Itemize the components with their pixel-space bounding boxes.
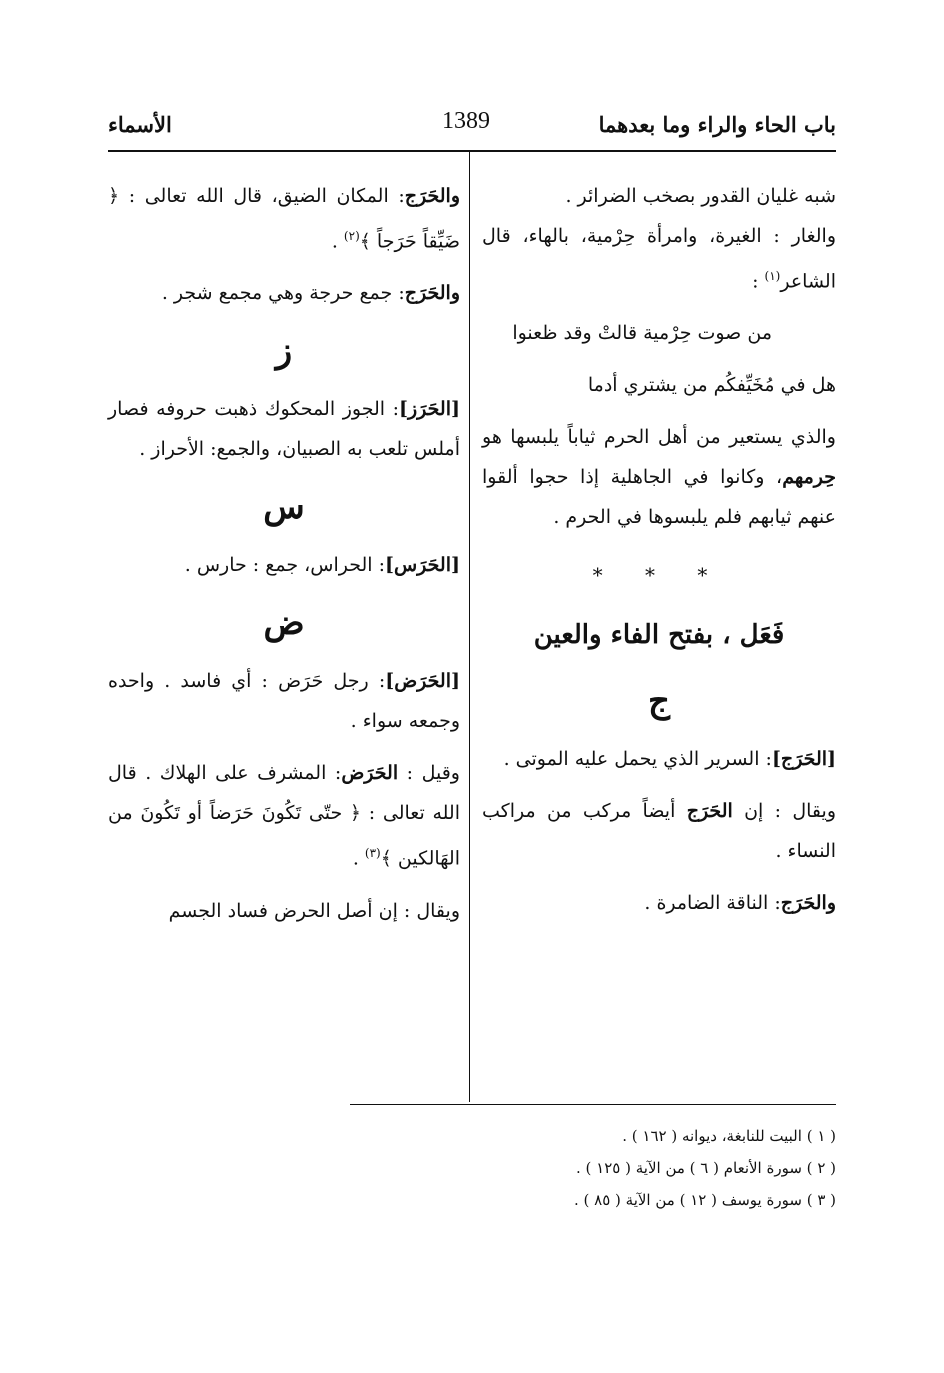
right-column — [482, 176, 836, 923]
paragraph: والغار : الغيرة، وامرأة حِرْمية، بالهاء، قال الشاعر$^{(١)}$ : — [482, 225, 836, 293]
footnote-ref: (٢) — [343, 229, 360, 243]
letter-heading: ز — [275, 331, 293, 372]
footnote: ( ١ ) البيت للنابغة، ديوانه ( ١٦٢ ) . — [622, 1127, 836, 1145]
entry: [الحَرَج]: السرير الذي يحمل عليه الموتى . — [503, 748, 836, 771]
verse-line: من صوت حِرْمية قالتْ وقد ظعنوا — [512, 322, 772, 345]
entry: والحَرَج: جمع حرجة وهي مجمع شجر . — [161, 282, 460, 305]
paragraph: والذي يستعير من أهل الحرم ثياباً يلبسها هو حِرمهم، وكانوا في الجاهلية إذا حجوا ألقوا عنهم ثيابهم فلم يلبسوها في الحرم . — [482, 426, 836, 529]
entry: [الحَرَز]: الجوز المحكوك ذهبت حروفه فصار أملس تلعب به الصبيان، والجمع: الأحراز . — [108, 398, 460, 461]
footnote-ref: (١) — [764, 269, 781, 283]
column-divider — [469, 152, 470, 1102]
letter-heading: س — [263, 487, 305, 528]
entry: [الحَرَض]: رجل حَرَض : أي فاسد . واحده وجمعه سواء . — [108, 670, 460, 733]
footnote-ref: (٣) — [364, 846, 381, 861]
section-separator: * * * — [592, 563, 726, 588]
left-column — [108, 176, 460, 931]
entry: وقيل : الحَرَض: المشرف على الهلاك . قال الله تعالى : ﴿ حتّى تَكُونَ حَرَضاً أو تَكُونَ من الهَالكين ﴾$^{(٣)}$ . — [108, 762, 460, 870]
footnotes — [350, 1120, 836, 1216]
footnote-divider — [350, 1104, 836, 1105]
letter-heading: ج — [648, 681, 670, 722]
header-divider — [108, 150, 836, 152]
verse-line: هل في مُخَيِّفكُم من يشتري أدما — [587, 374, 836, 397]
entry: ويقال : إن أصل الحرض فساد الجسم — [168, 899, 460, 922]
page-header — [108, 108, 836, 148]
section-heading: فَعَل ، بفتح الفاء والعين — [533, 620, 785, 651]
paragraph: شبه غليان القدور بصخب الضرائر . — [565, 185, 836, 207]
entry: والحَرَج: الناقة الضامرة . — [644, 892, 836, 915]
entry: والحَرَج: المكان الضيق، قال الله تعالى : ﴿ ضَيِّقاً حَرَجاً ﴾$^{(٢)}$ . — [108, 185, 460, 253]
letter-heading: ض — [263, 603, 305, 644]
page-number: 1389 — [442, 108, 490, 134]
chapter-title: باب الحاء والراء وما بعدهما — [598, 112, 836, 137]
entry: [الحَرَس]: الحراس، جمع : حارس . — [184, 554, 460, 577]
footnote: ( ٢ ) سورة الأنعام ( ٦ ) من الآية ( ١٢٥ ) . — [576, 1159, 836, 1177]
section-label: الأسماء — [108, 112, 172, 137]
footnote: ( ٣ ) سورة يوسف ( ١٢ ) من الآية ( ٨٥ ) . — [573, 1191, 836, 1209]
entry: ويقال : إن الحَرَج أيضاً مركب من مراكب النساء . — [482, 800, 836, 863]
